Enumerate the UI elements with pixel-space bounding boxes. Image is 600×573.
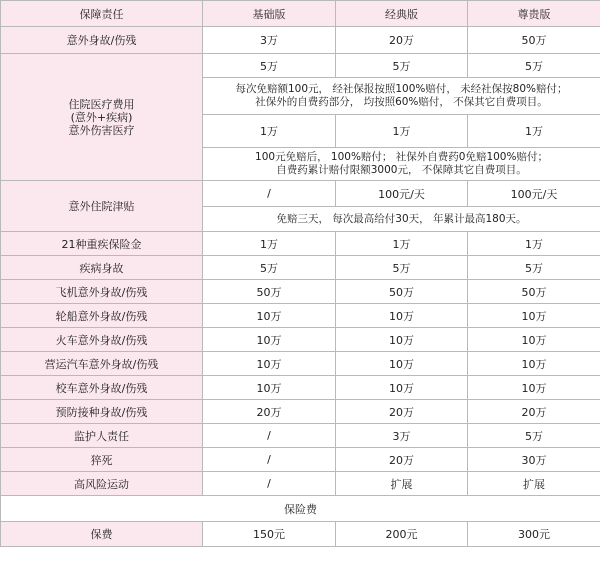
table-row: [1, 376, 600, 400]
cell-classic: 100元/天: [336, 181, 468, 207]
table-row: [1, 232, 600, 256]
hospital-note-line1: 每次免赔额100元， 经社保报按照100%赔付， 未经社保按80%赔付；: [235, 83, 568, 95]
header-plan-classic: 经典版: [336, 1, 468, 27]
cell-classic: 5万: [336, 54, 468, 78]
cell-classic: 50万: [336, 280, 468, 304]
medical-label-line3: 意外伤害医疗: [68, 123, 135, 137]
allowance-label: 意外住院津贴: [1, 181, 203, 232]
cell-premium: 5万: [468, 256, 600, 280]
cell-premium: 20万: [468, 400, 600, 424]
coverage-table: [0, 0, 600, 232]
cell-classic: 20万: [336, 27, 468, 54]
table-row: [1, 400, 600, 424]
premium-label: 保费: [1, 522, 203, 547]
cell-basic: /: [203, 181, 336, 207]
table-row: [1, 424, 600, 448]
cell-basic: 10万: [203, 304, 336, 328]
header-item: 保障责任: [1, 1, 203, 27]
cell-basic: /: [203, 472, 336, 496]
cell-premium: 30万: [468, 448, 600, 472]
row-label: 火车意外身故/伤残: [1, 328, 203, 352]
cell-basic: 50万: [203, 280, 336, 304]
cell-basic: 5万: [203, 54, 336, 78]
cell-classic: 3万: [336, 424, 468, 448]
table-row: [1, 352, 600, 376]
row-label: 高风险运动: [1, 472, 203, 496]
row-label: 轮船意外身故/伤残: [1, 304, 203, 328]
premium-section-row: [1, 496, 600, 522]
cell-basic: /: [203, 424, 336, 448]
header-plan-premium: 尊贵版: [468, 1, 600, 27]
header-plan-basic: 基础版: [203, 1, 336, 27]
cell-premium: 100元/天: [468, 181, 600, 207]
premium-section-title: 保险费: [1, 496, 600, 522]
injury-note: [203, 148, 600, 181]
cell-basic: 10万: [203, 328, 336, 352]
cell-classic: 10万: [336, 328, 468, 352]
hospital-note-line2: 社保外的自费药部分， 均按照60%赔付， 不保其它自费项目。: [255, 96, 548, 108]
medical-label: [1, 54, 203, 181]
cell-classic: 20万: [336, 448, 468, 472]
cell-premium: 10万: [468, 328, 600, 352]
row-label: 营运汽车意外身故/伤残: [1, 352, 203, 376]
cell-classic: 10万: [336, 352, 468, 376]
cell-basic: 1万: [203, 232, 336, 256]
cell-basic: /: [203, 448, 336, 472]
table-row: [1, 181, 600, 207]
row-label: 21种重疾保险金: [1, 232, 203, 256]
cell-basic: 5万: [203, 256, 336, 280]
cell-classic: 5万: [336, 256, 468, 280]
hospital-note: [203, 78, 600, 115]
row-label: 猝死: [1, 448, 203, 472]
table-row: [1, 54, 600, 78]
cell-classic: 10万: [336, 376, 468, 400]
cell-premium: 1万: [468, 115, 600, 148]
cell-premium: 10万: [468, 352, 600, 376]
injury-note-line2: 自费药累计赔付限额3000元， 不保障其它自费项目。: [276, 164, 527, 176]
header-row: [1, 1, 600, 27]
row-label: 疾病身故: [1, 256, 203, 280]
cell-basic: 10万: [203, 352, 336, 376]
allowance-note: 免赔三天， 每次最高给付30天， 年累计最高180天。: [203, 207, 600, 232]
cell-premium: 扩展: [468, 472, 600, 496]
cell-premium: 10万: [468, 376, 600, 400]
cell-premium: 5万: [468, 54, 600, 78]
cell-premium: 1万: [468, 232, 600, 256]
row-label: 监护人责任: [1, 424, 203, 448]
table-row: [1, 256, 600, 280]
premium-row: [1, 522, 600, 547]
cell-premium: 10万: [468, 304, 600, 328]
table-row: [1, 280, 600, 304]
row-label: 校车意外身故/伤残: [1, 376, 203, 400]
row-label: 意外身故/伤残: [1, 27, 203, 54]
cell-classic: 1万: [336, 115, 468, 148]
cell-premium: 5万: [468, 424, 600, 448]
cell-classic: 1万: [336, 232, 468, 256]
medical-label-line1: 住院医疗费用: [68, 97, 135, 111]
premium-basic: 150元: [203, 522, 336, 547]
table-row: [1, 328, 600, 352]
cell-classic: 10万: [336, 304, 468, 328]
injury-note-line1: 100元免赔后， 100%赔付； 社保外自费药0免赔100%赔付；: [255, 151, 548, 163]
cell-basic: 1万: [203, 115, 336, 148]
row-label: 飞机意外身故/伤残: [1, 280, 203, 304]
cell-premium: 50万: [468, 27, 600, 54]
cell-basic: 3万: [203, 27, 336, 54]
cell-basic: 20万: [203, 400, 336, 424]
table-row: [1, 27, 600, 54]
cell-classic: 扩展: [336, 472, 468, 496]
table-row: [1, 472, 600, 496]
medical-label-line2: (意外+疾病): [70, 110, 133, 124]
row-label: 预防接种身故/伤残: [1, 400, 203, 424]
premium-classic: 200元: [336, 522, 468, 547]
premium-premium: 300元: [468, 522, 600, 547]
table-row: [1, 448, 600, 472]
table-row: [1, 304, 600, 328]
cell-premium: 50万: [468, 280, 600, 304]
cell-basic: 10万: [203, 376, 336, 400]
coverage-table-continued: [0, 231, 600, 547]
cell-classic: 20万: [336, 400, 468, 424]
